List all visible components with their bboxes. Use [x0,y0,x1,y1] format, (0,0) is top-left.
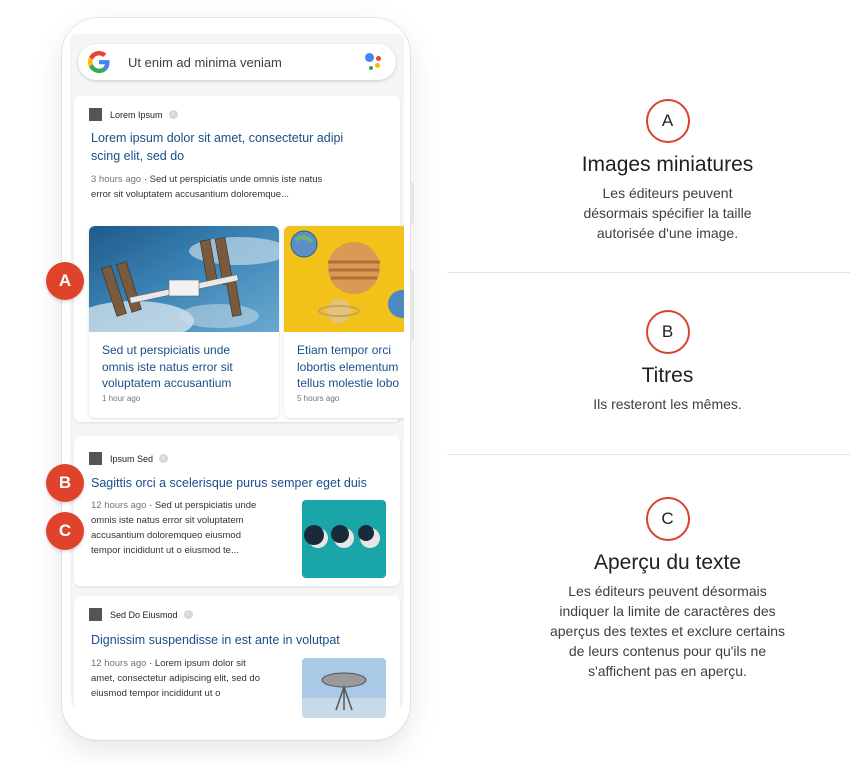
timestamp: 1 hour ago [102,394,141,403]
feature-title: Aperçu du texte [593,551,742,574]
timestamp: 3 hours ago [91,174,142,185]
snippet-text: 12 hours ago · Sed ut perspiciatis unde omnis iste natus error sit voluptatem accusantium doloremqueo eiusmod tempor incididunt ut o eiusmod te... [91,500,257,556]
publisher-row [89,108,178,121]
carousel-item[interactable] [89,226,279,418]
space-station-image [89,226,279,332]
headline-link[interactable]: Sagittis orci a scelerisque purus semper eget duis [91,476,367,490]
snippet-text: 12 hours ago · Lorem ipsum dolor sit amet, consectetur adipiscing elit, sed do eiusmod tempor incididunt ut o [91,658,260,699]
feature-a [470,99,850,243]
google-assistant-icon[interactable] [364,52,384,72]
google-logo-icon [88,51,110,73]
search-input[interactable]: Ut enim ad minima veniam [128,54,282,70]
info-icon[interactable]: i [169,110,178,119]
publisher-row [89,608,193,621]
search-bar[interactable] [78,44,396,80]
headline-link[interactable]: Dignissim suspendisse in est ante in volutpat [91,633,340,647]
moon-phases-thumbnail[interactable] [302,500,386,578]
publisher-name[interactable]: Ipsum Sed [110,453,154,464]
news-card[interactable] [74,596,400,720]
info-icon[interactable]: i [159,454,168,463]
publisher-logo-icon [89,108,102,121]
divider [447,454,850,455]
publisher-row [89,452,168,465]
publisher-logo-icon [89,452,102,465]
feature-letter: B [646,310,690,354]
feature-letter: C [646,497,690,541]
phone-side-button [410,182,414,224]
feature-c [470,497,850,681]
radio-telescope-thumbnail[interactable] [302,658,386,718]
marker-c: C [46,512,84,550]
feature-letter: A [646,99,690,143]
carousel-item[interactable] [284,226,404,418]
marker-b: B [46,464,84,502]
publisher-name[interactable]: Lorem Ipsum [110,109,163,120]
news-card[interactable] [74,436,400,586]
snippet-text: 3 hours ago · Sed ut perspiciatis unde omnis iste natus error sit voluptatem accusantium doloremque... [91,174,323,200]
headline-link[interactable]: Lorem ipsum dolor sit amet, consectetur adipi scing elit, sed do [91,131,344,163]
marker-a: A [46,262,84,300]
timestamp: 5 hours ago [297,394,340,403]
news-card[interactable] [74,96,400,422]
feature-title: Titres [641,364,694,387]
carousel-title[interactable]: Sed ut perspiciatis unde omnis iste natus error sit voluptatem accusantium [102,343,233,390]
feature-description: Ils resteront les mêmes. [593,396,742,412]
phone-screen [70,34,404,720]
feature-title: Images miniatures [581,153,754,176]
phone-side-button [410,270,414,340]
info-icon[interactable]: i [184,610,193,619]
timestamp: 12 hours ago [91,658,147,669]
feature-description: Les éditeurs peuvent désormais indiquer la limite de caractères des aperçus des textes et exclure certains de leurs contenus pour qu'ils ne s'affichent pas en aperçu. [549,583,785,679]
carousel-title[interactable]: Etiam tempor orci lobortis elementum tellus molestie lobo [297,343,400,390]
publisher-name[interactable]: Sed Do Eiusmod [110,609,178,620]
feature-description: Les éditeurs peuvent désormais spécifier la taille autorisée d'une image. [583,185,752,241]
publisher-logo-icon [89,608,102,621]
planets-image [284,226,404,332]
feature-b [470,310,850,414]
timestamp: 12 hours ago [91,500,147,511]
divider [447,272,850,273]
